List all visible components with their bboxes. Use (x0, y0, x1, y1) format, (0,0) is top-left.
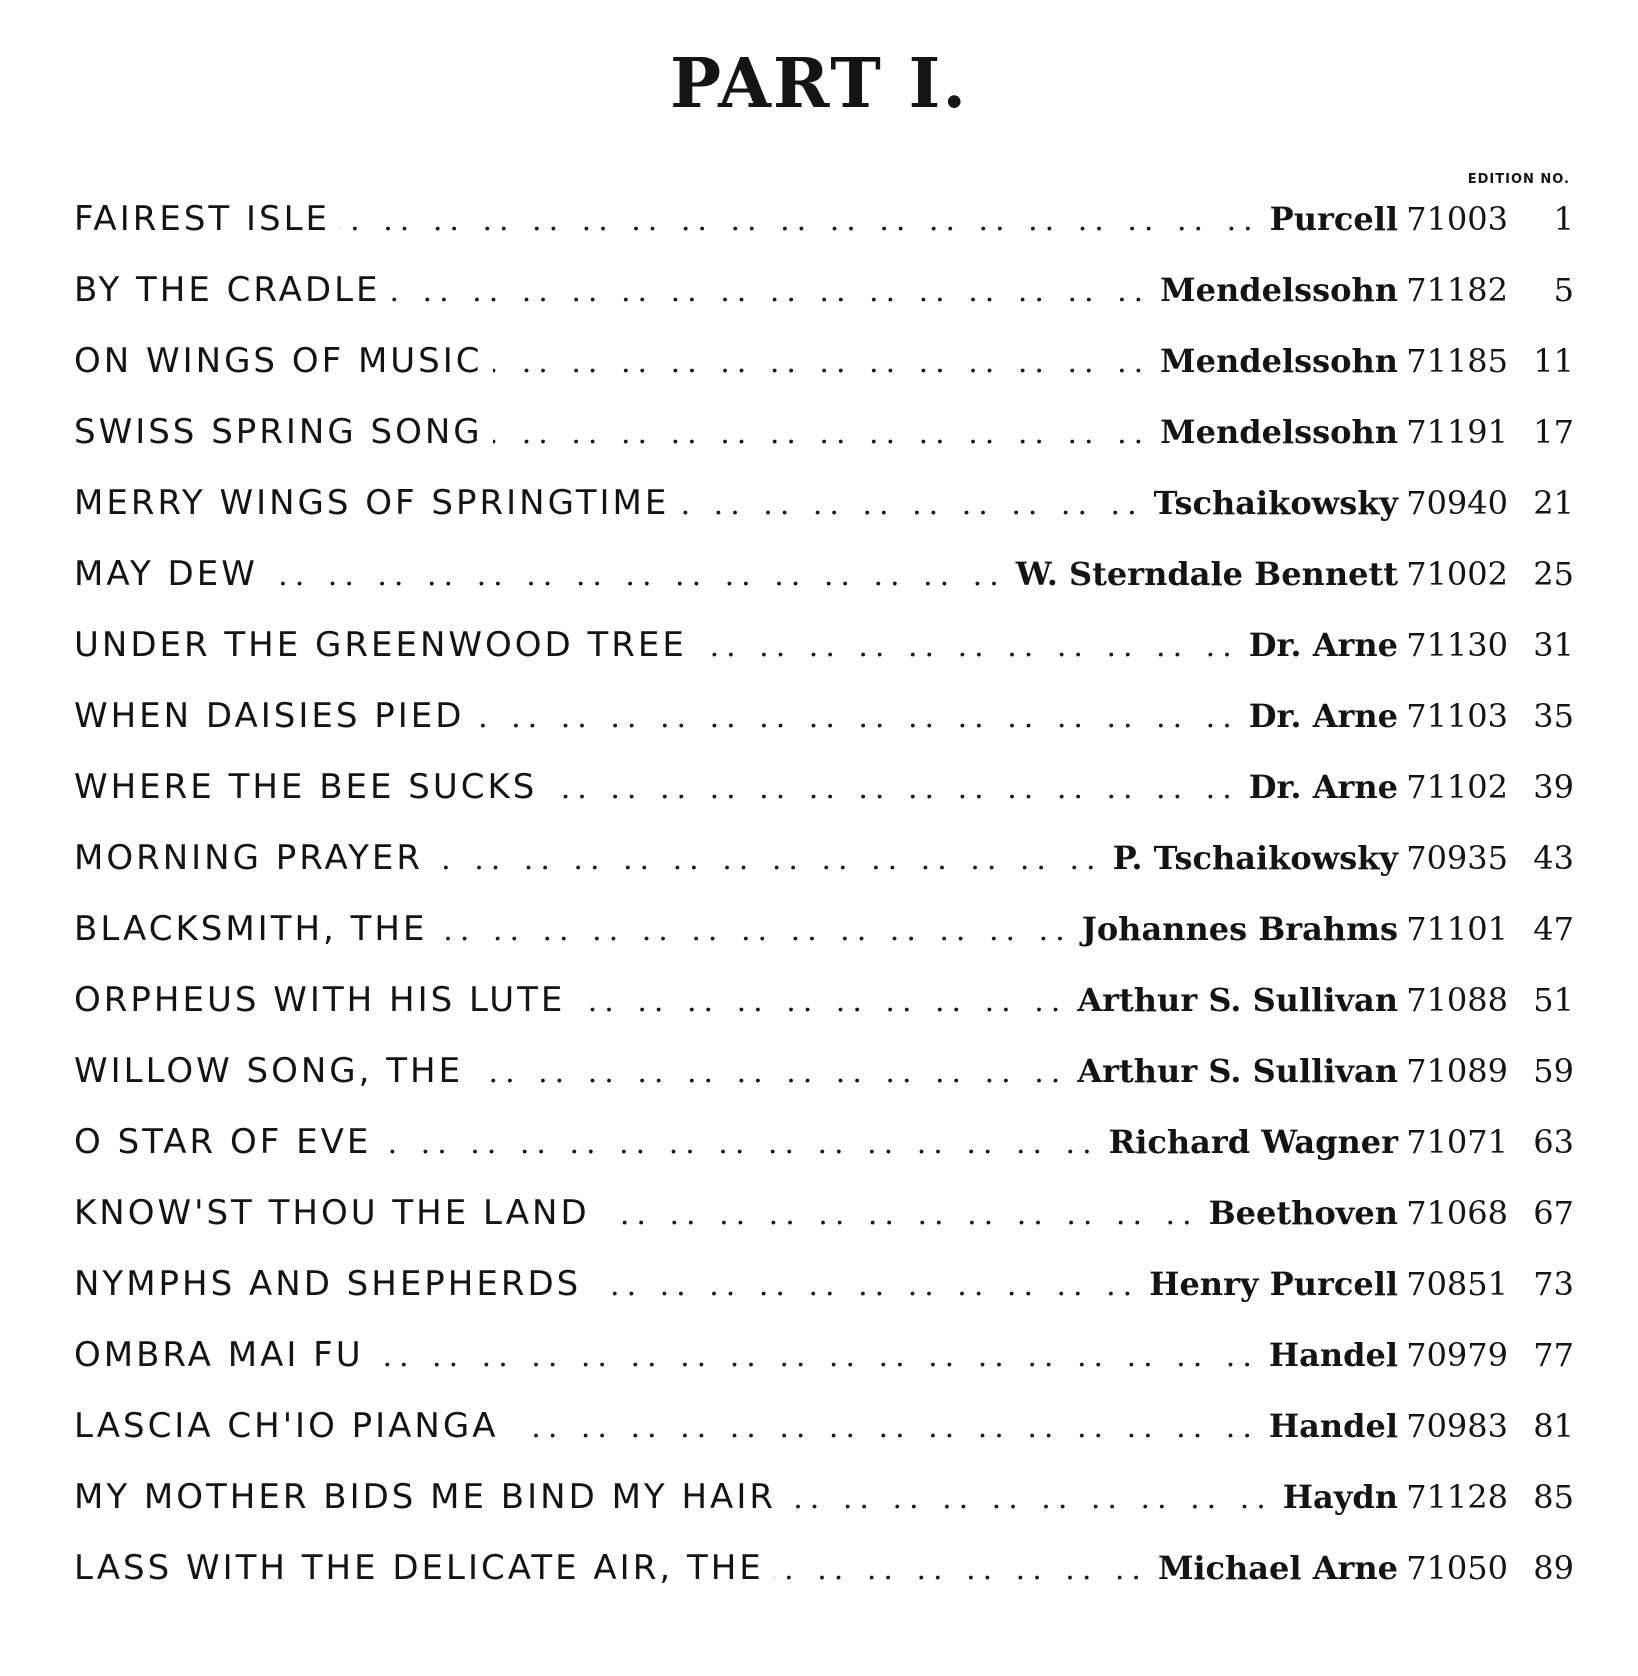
dot-leader (493, 327, 1151, 398)
edition-number: 71068 (1406, 1194, 1508, 1232)
toc-entry (74, 823, 1574, 894)
page-number: 85 (1533, 1478, 1574, 1516)
composer-name: Dr. Arne (1248, 768, 1398, 806)
toc-entry (74, 468, 1574, 539)
composer-name: Dr. Arne (1248, 697, 1398, 735)
dot-leader (437, 895, 1071, 966)
edition-number: 71089 (1406, 1052, 1508, 1090)
toc-entry (74, 610, 1574, 681)
page-number: 89 (1533, 1549, 1574, 1587)
edition-number: 71003 (1406, 200, 1508, 238)
edition-number: 71128 (1406, 1478, 1508, 1516)
song-title: OMBRA MAI FU (74, 1335, 364, 1375)
song-title: MORNING PRAYER (74, 838, 424, 878)
dot-leader (374, 1321, 1259, 1392)
toc-entry (74, 1462, 1574, 1533)
composer-name: Haydn (1282, 1478, 1398, 1516)
edition-number: 70979 (1406, 1336, 1508, 1374)
composer-name: Arthur S. Sullivan (1077, 1052, 1398, 1090)
edition-number: 70935 (1406, 839, 1508, 877)
page-number: 31 (1533, 626, 1574, 664)
composer-name: Henry Purcell (1149, 1265, 1398, 1303)
dot-leader (433, 824, 1103, 895)
dot-leader (508, 1392, 1258, 1463)
composer-name: Richard Wagner (1108, 1123, 1398, 1161)
composer-name: Handel (1268, 1407, 1398, 1445)
edition-number: 71102 (1406, 768, 1508, 806)
dot-leader (591, 1250, 1139, 1321)
composer-name: P. Tschaikowsky (1112, 839, 1398, 877)
page-title: PART I. (669, 44, 969, 124)
dot-leader (697, 611, 1239, 682)
page-number: 47 (1533, 910, 1574, 948)
composer-name: Tschaikowsky (1153, 484, 1398, 522)
page-number: 21 (1533, 484, 1574, 522)
page-number: 67 (1533, 1194, 1574, 1232)
page-number: 63 (1533, 1123, 1574, 1161)
page-number: 5 (1553, 271, 1574, 309)
toc-entry (74, 1391, 1574, 1462)
page-number: 11 (1533, 342, 1574, 380)
dot-leader (473, 1037, 1067, 1108)
toc-entry (74, 965, 1574, 1036)
composer-name: W. Sterndale Bennett (1015, 555, 1398, 593)
composer-name: Mendelssohn (1160, 342, 1398, 380)
edition-number: 71101 (1406, 910, 1508, 948)
page-number: 59 (1533, 1052, 1574, 1090)
song-title: BY THE CRADLE (74, 270, 381, 310)
page-number: 39 (1533, 768, 1574, 806)
song-title: KNOW'ST THOU THE LAND (74, 1193, 590, 1233)
song-title: WILLOW SONG, THE (74, 1051, 464, 1091)
page-number: 43 (1533, 839, 1574, 877)
edition-number: 71182 (1406, 271, 1508, 309)
song-title: SWISS SPRING SONG (74, 412, 483, 452)
composer-name: Mendelssohn (1160, 271, 1398, 309)
song-title: BLACKSMITH, THE (74, 909, 428, 949)
page-number: 81 (1533, 1407, 1574, 1445)
dot-leader (575, 966, 1067, 1037)
song-title: ORPHEUS WITH HIS LUTE (74, 980, 566, 1020)
edition-column-header: EDITION NO. (1467, 172, 1570, 187)
edition-number: 70940 (1406, 484, 1508, 522)
dot-leader (600, 1179, 1199, 1250)
dot-leader (381, 1108, 1098, 1179)
toc-entry (74, 326, 1574, 397)
dot-leader (547, 753, 1238, 824)
composer-name: Michael Arne (1157, 1549, 1398, 1587)
song-title: MAY DEW (74, 554, 258, 594)
toc-entry (74, 1036, 1574, 1107)
dot-leader (786, 1463, 1273, 1534)
song-title: ON WINGS OF MUSIC (74, 341, 483, 381)
composer-name: Arthur S. Sullivan (1077, 981, 1398, 1019)
toc-entry (74, 539, 1574, 610)
edition-number: 71088 (1406, 981, 1508, 1019)
dot-leader (774, 1534, 1148, 1605)
toc-entry (74, 752, 1574, 823)
edition-number: 71002 (1406, 555, 1508, 593)
edition-number: 70983 (1406, 1407, 1508, 1445)
table-of-contents (74, 184, 1574, 1604)
edition-number: 71103 (1406, 697, 1508, 735)
song-title: NYMPHS AND SHEPHERDS (74, 1264, 582, 1304)
page-number: 17 (1533, 413, 1574, 451)
song-title: O STAR OF EVE (74, 1122, 372, 1162)
edition-number: 71071 (1406, 1123, 1508, 1161)
song-title: LASCIA CH'IO PIANGA (74, 1406, 499, 1446)
song-title: WHEN DAISIES PIED (74, 696, 465, 736)
page-number: 25 (1533, 555, 1574, 593)
edition-number: 70851 (1406, 1265, 1508, 1303)
dot-leader (493, 398, 1151, 469)
composer-name: Beethoven (1208, 1194, 1398, 1232)
composer-name: Mendelssohn (1160, 413, 1398, 451)
song-title: FAIREST ISLE (74, 199, 331, 239)
toc-entry (74, 1107, 1574, 1178)
toc-entry (74, 1533, 1574, 1604)
toc-entry (74, 681, 1574, 752)
page-number: 35 (1533, 697, 1574, 735)
composer-name: Dr. Arne (1248, 626, 1398, 664)
toc-entry (74, 894, 1574, 965)
edition-number: 71050 (1406, 1549, 1508, 1587)
toc-entry (74, 184, 1574, 255)
edition-number: 71185 (1406, 342, 1508, 380)
composer-name: Handel (1268, 1336, 1398, 1374)
composer-name: Johannes Brahms (1081, 910, 1398, 948)
page-number: 51 (1533, 981, 1574, 1019)
dot-leader (268, 540, 1006, 611)
toc-entry (74, 255, 1574, 326)
song-title: MERRY WINGS OF SPRINGTIME (74, 483, 670, 523)
composer-name: Purcell (1269, 200, 1398, 238)
page-number: 77 (1533, 1336, 1574, 1374)
page-number: 73 (1533, 1265, 1574, 1303)
edition-number: 71191 (1406, 413, 1508, 451)
song-title: LASS WITH THE DELICATE AIR, THE (74, 1548, 764, 1588)
dot-leader (391, 256, 1151, 327)
toc-entry (74, 1249, 1574, 1320)
song-title: WHERE THE BEE SUCKS (74, 767, 538, 807)
dot-leader (679, 469, 1143, 540)
edition-number: 71130 (1406, 626, 1508, 664)
dot-leader (340, 185, 1260, 256)
song-title: MY MOTHER BIDS ME BIND MY HAIR (74, 1477, 776, 1517)
toc-entry (74, 1320, 1574, 1391)
toc-entry (74, 1178, 1574, 1249)
page-number: 1 (1553, 200, 1574, 238)
song-title: UNDER THE GREENWOOD TREE (74, 625, 687, 665)
toc-entry (74, 397, 1574, 468)
dot-leader (474, 682, 1238, 753)
